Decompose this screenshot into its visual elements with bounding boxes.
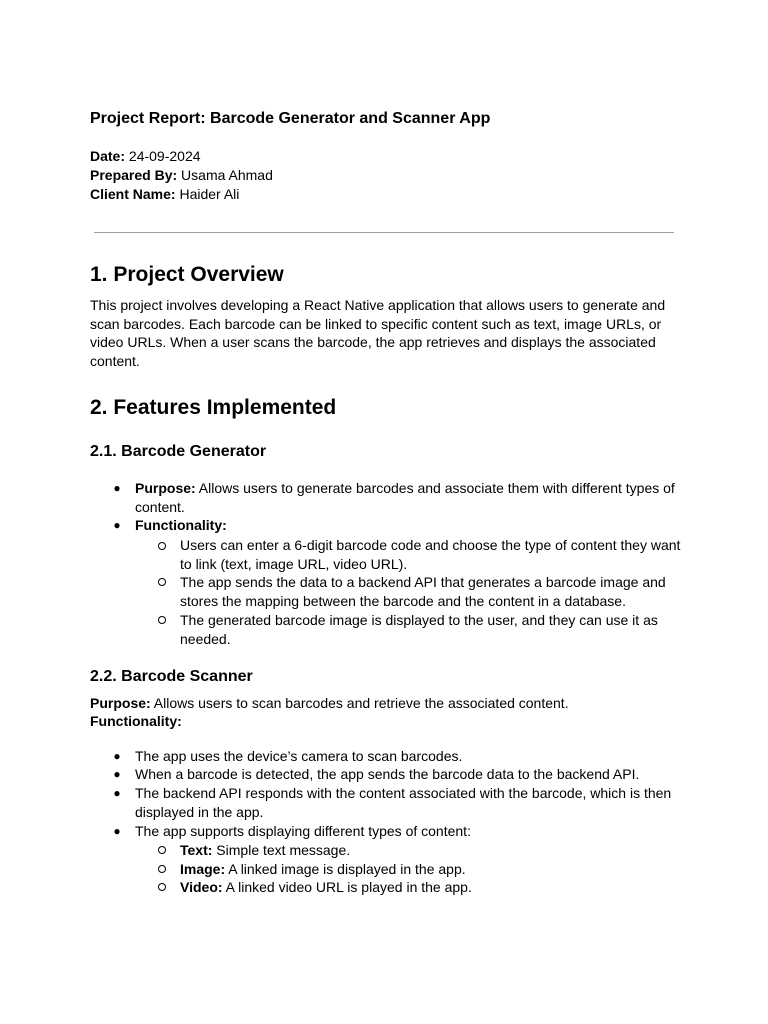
scanner-bullet-1: The app uses the device’s camera to scan barcodes. [135,748,463,764]
meta-client-name-value: Haider Ali [175,186,240,202]
generator-purpose-label: Purpose: [135,480,196,496]
sub-bullet-circle [158,865,166,873]
generator-sub-1-line-2: to link (text, image URL, video URL). [180,556,408,572]
generator-sub-2-line-2: stores the mapping between the barcode and the content in a database. [180,593,626,609]
sub-bullet-circle [158,542,166,550]
meta-client-name-label: Client Name: [90,186,176,202]
scanner-bullet-3-line-2: displayed in the app. [135,804,264,820]
overview-line-2: scan barcodes. Each barcode can be linked to specific content such as text, image URLs, or [90,316,662,332]
content-type-text-label: Text: [180,842,213,858]
section-heading-features: 2. Features Implemented [90,396,337,419]
bullet-dot: ● [113,749,121,763]
bullet-dot: ● [113,481,121,495]
sub-bullet-circle [158,846,166,854]
sub-bullet-circle [158,616,166,624]
content-type-image-desc: A linked image is displayed in the app. [225,861,466,877]
bullet-dot: ● [113,824,121,838]
sub-bullet-circle [158,578,166,586]
bullet-dot: ● [113,786,121,800]
meta-client-name [90,185,239,204]
scanner-purpose-label: Purpose: [90,695,151,711]
meta-prepared-by-label: Prepared By: [90,167,178,183]
generator-sub-3-line-2: needed. [180,631,231,647]
generator-purpose-text: Allows users to generate barcodes and associate them with different types of [195,480,675,496]
meta-date [90,147,201,166]
content-type-video [180,878,472,897]
scanner-purpose [90,694,569,713]
content-type-image-label: Image: [180,861,226,877]
overview-line-3: video URLs. When a user scans the barcode, the app retrieves and displays the associated [90,334,656,350]
bullet-dot: ● [113,518,121,532]
scanner-bullet-3-line-1: The backend API responds with the content associated with the barcode, which is then [135,785,672,801]
content-type-text [180,841,350,860]
scanner-bullet-2: When a barcode is detected, the app sends the barcode data to the backend API. [135,766,640,782]
bullet-dot: ● [113,767,121,781]
meta-date-value: 24-09-2024 [125,148,201,164]
scanner-bullet-4: The app supports displaying different types of content: [135,823,471,839]
generator-purpose-line-2: content. [135,499,185,515]
document-title: Project Report: Barcode Generator and Scanner App [90,110,491,127]
overview-line-1: This project involves developing a React Native application that allows users to generate and [90,297,666,313]
sub-bullet-circle [158,883,166,891]
horizontal-divider [94,232,674,233]
generator-sub-2-line-1: The app sends the data to a backend API that generates a barcode image and [180,574,666,590]
scanner-functionality-label: Functionality: [90,713,182,729]
content-type-video-desc: A linked video URL is played in the app. [222,879,472,895]
generator-functionality-label: Functionality: [135,517,227,533]
subsection-heading-generator: 2.1. Barcode Generator [90,443,267,460]
scanner-purpose-text: Allows users to scan barcodes and retrieve the associated content. [150,695,569,711]
generator-sub-3-line-1: The generated barcode image is displayed to the user, and they can use it as [180,612,658,628]
generator-purpose-line-1 [135,479,675,498]
content-type-text-desc: Simple text message. [212,842,351,858]
section-heading-overview: 1. Project Overview [90,263,284,286]
meta-prepared-by-value: Usama Ahmad [177,167,273,183]
subsection-heading-scanner: 2.2. Barcode Scanner [90,668,253,685]
content-type-image [180,860,466,879]
overview-line-4: content. [90,353,140,369]
meta-prepared-by [90,166,273,185]
meta-date-label: Date: [90,148,126,164]
content-type-video-label: Video: [180,879,223,895]
generator-sub-1-line-1: Users can enter a 6-digit barcode code and choose the type of content they want [180,537,681,553]
